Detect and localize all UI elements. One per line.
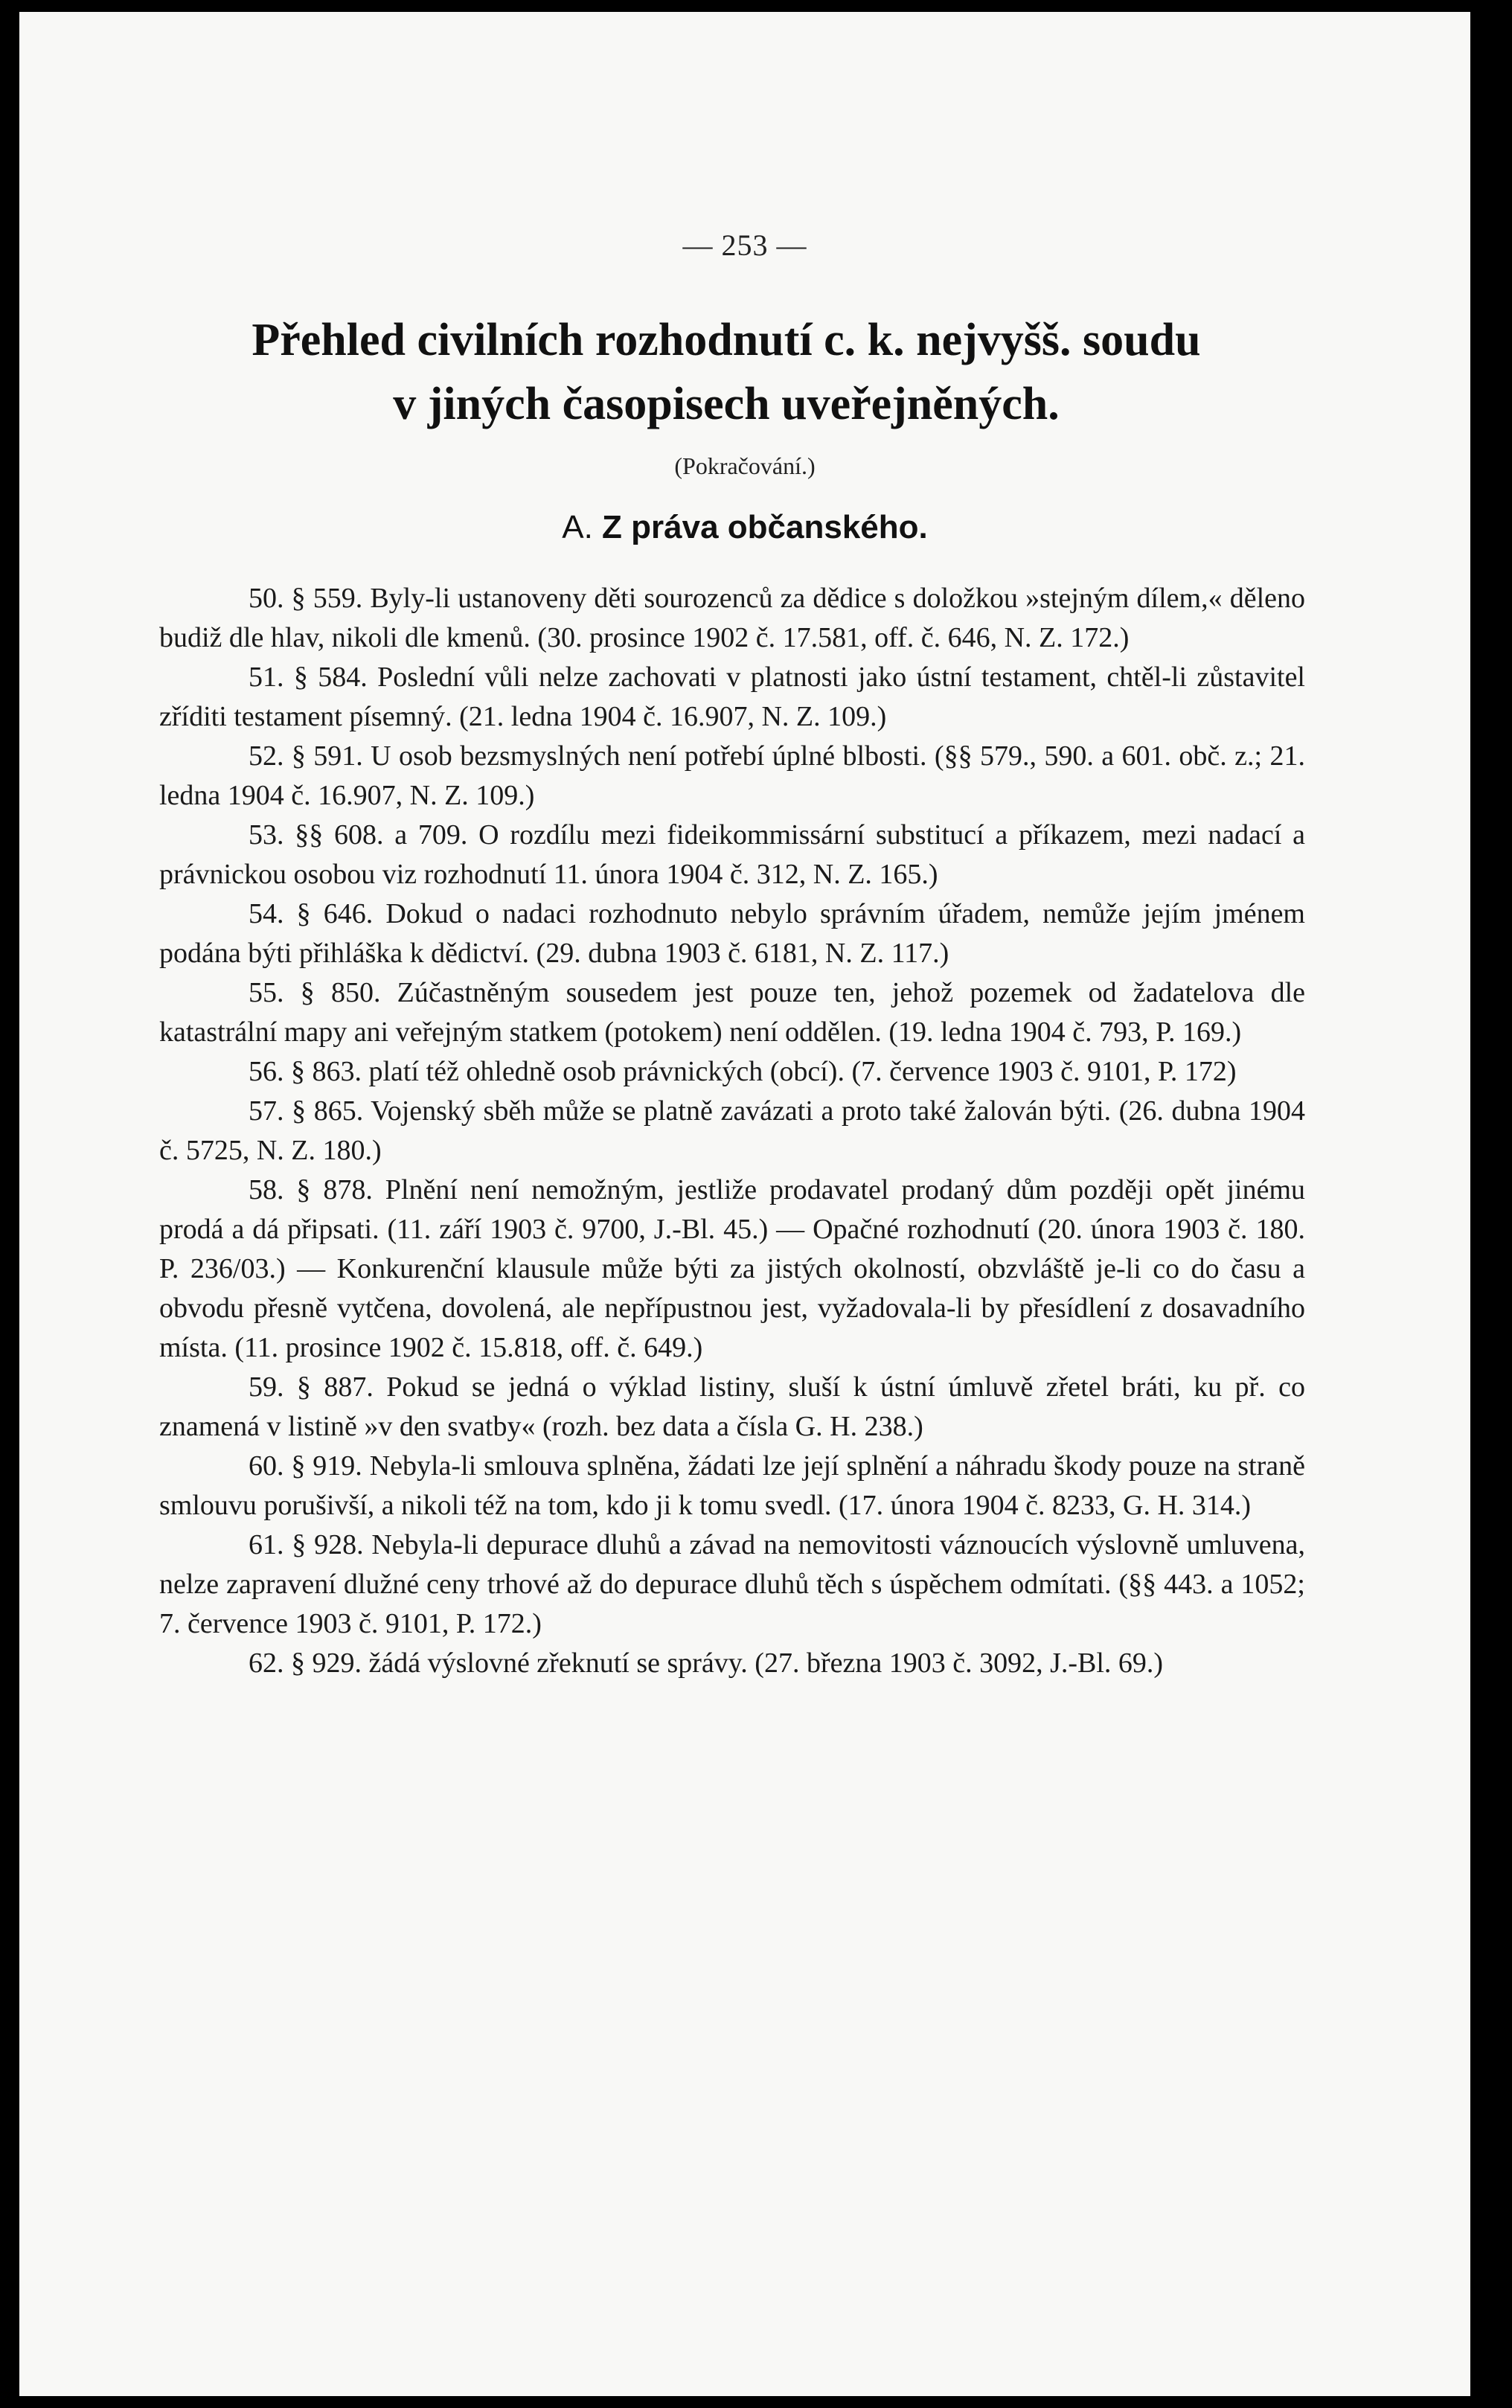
- entry-61: 61. § 928. Nebyla-li depurace dluhů a závad na nemovitosti váznoucích výslovně umluvena, nelze zapravení dlužné ceny trhové až do depurace dluhů těch s úspěchem odmítati. (§§ 443. a 1052; 7. července 1903 č. 9101, P. 172.): [159, 1529, 1305, 1639]
- entry-54: 54. § 646. Dokud o nadaci rozhodnuto nebylo správním úřadem, nemůže jejím jménem podána býti přihláška k dědictví. (29. dubna 1903 č. 6181, N. Z. 117.): [159, 898, 1305, 969]
- entry-list: [159, 579, 1305, 1683]
- entry-55: 55. § 850. Zúčastněným sousedem jest pouze ten, jehož pozemek od žadatelova dle katastrální mapy ani veřejným statkem (potokem) není oddělen. (19. ledna 1904 č. 793, P. 169.): [159, 977, 1305, 1048]
- section-prefix: A.: [562, 509, 593, 545]
- entry-52: 52. § 591. U osob bezsmyslných není potřebí úplné blbosti. (§§ 579., 590. a 601. obč. z.; 21. ledna 1904 č. 16.907, N. Z. 109.): [159, 740, 1305, 811]
- entry-57: 57. § 865. Vojenský sběh může se platně zavázati a proto také žalován býti. (26. dubna 1904 č. 5725, N. Z. 180.): [159, 1095, 1305, 1166]
- title-line-2: v jiných časopisech uveřejněných.: [393, 379, 1060, 429]
- entry-50: 50. § 559. Byly-li ustanoveny děti sourozenců za dědice s doložkou »stejným dílem,« děleno budiž dle hlav, nikoli dle kmenů. (30. prosince 1902 č. 17.581, off. č. 646, N. Z. 172.): [159, 583, 1305, 653]
- entry-59: 59. § 887. Pokud se jedná o výklad listiny, sluší k ústní úmluvě zřetel bráti, ku př. co znamená v listině »v den svatby« (rozh. bez data a čísla G. H. 238.): [159, 1371, 1305, 1442]
- entry-56: 56. § 863. platí též ohledně osob právnických (obcí). (7. července 1903 č. 9101, P. 172): [249, 1056, 1237, 1087]
- entry-53: 53. §§ 608. a 709. O rozdílu mezi fideikommissární substitucí a příkazem, mezi nadací a právnickou osobou viz rozhodnutí 11. února 1904 č. 312, N. Z. 165.): [159, 819, 1305, 890]
- entry-60: 60. § 919. Nebyla-li smlouva splněna, žádati lze její splnění a náhradu škody pouze na straně smlouvu porušivší, a nikoli též na tom, kdo ji k tomu svedl. (17. února 1904 č. 8233, G. H. 314.): [159, 1450, 1305, 1521]
- entry-51: 51. § 584. Poslední vůli nelze zachovati v platnosti jako ústní testament, chtěl-li zůstavitel zříditi testament písemný. (21. ledna 1904 č. 16.907, N. Z. 109.): [159, 662, 1305, 732]
- page-title: [131, 308, 1322, 436]
- title-line-1: Přehled civilních rozhodnutí c. k. nejvyšš. soudu: [252, 315, 1201, 365]
- section-heading: [19, 509, 1470, 546]
- page-number: — 253 —: [682, 228, 807, 262]
- entry-58: 58. § 878. Plnění není nemožným, jestliže prodavatel prodaný dům později opět jinému prodá a dá připsati. (11. září 1903 č. 9700, J.-Bl. 45.) — Opačné rozhodnutí (20. února 1903 č. 180. P. 236/03.) — Konkurenční klausule může býti za jistých okolností, obzvláště je-li co do času a obvodu přesně vytčena, dovolená, ale nepřípustnou jest, vyžadovala-li by přesídlení z dosavadního místa. (11. prosince 1902 č. 15.818, off. č. 649.): [159, 1174, 1305, 1363]
- section-title: Z práva občanského.: [602, 509, 928, 545]
- book-page: [19, 12, 1470, 2396]
- entry-62: 62. § 929. žádá výslovné zřeknutí se správy. (27. března 1903 č. 3092, J.-Bl. 69.): [249, 1648, 1164, 1679]
- continued-note: (Pokračování.): [674, 452, 816, 479]
